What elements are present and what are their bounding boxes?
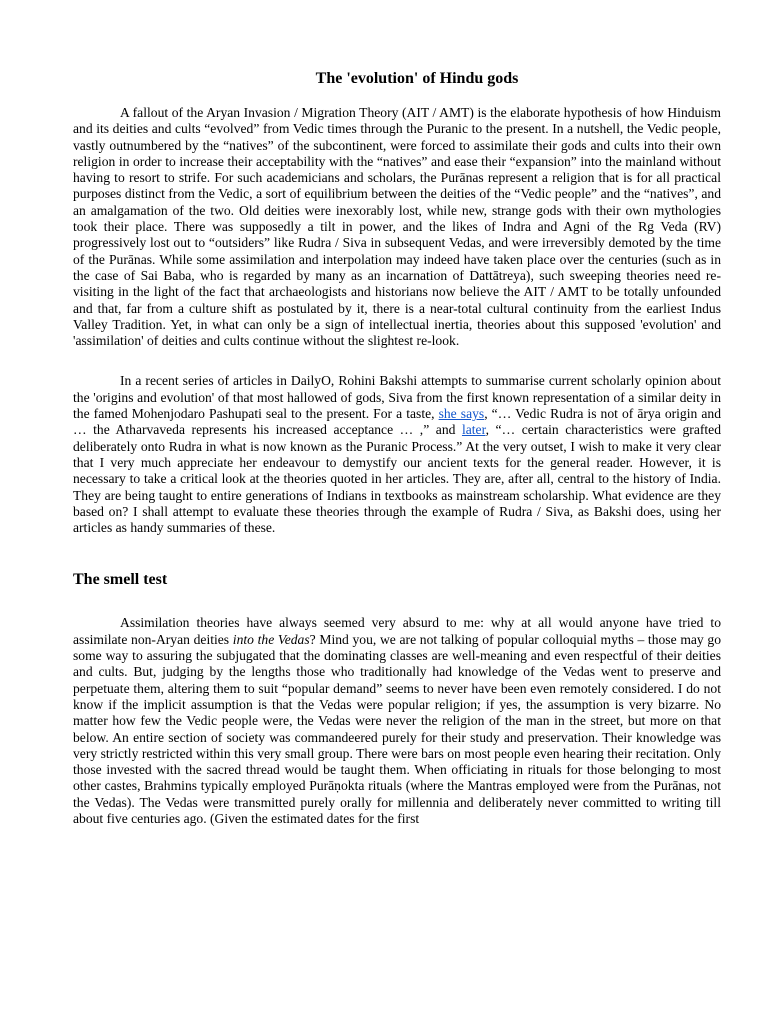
section-heading-smell-test: The smell test [73,571,168,589]
paragraph-3-emphasis: into the Vedas [232,631,310,647]
she-says-link[interactable]: she says [438,406,485,422]
paragraph-2-text-c: , “… certain characteristics were grafted deliberately onto Rudra in what is now known as the Puranic Process.” At the very outset, I wish to make it very clear that I very much appreciate her endeavour to demystify our ancient texts for the general reader. However, it is necessary to take a critical look at the theories quoted in her articles. They are, after all, central to the history of India. They are being taught to entire generations of Indians in textbooks as mainstream scholarship. What evidence are they based on? I shall attempt to evaluate these theories through the example of Rudra / Siva, as Bakshi does, using her articles as handy summaries of these. [73,422,721,536]
paragraph-3-text-a: Assimilation theories have always seemed very absurd to me: why at all would anyone have tried to assimilate non-Aryan deities [73,615,721,647]
paragraph-3 [73,615,721,827]
paragraph-3-text-b: ? Mind you, we are not talking of popular colloquial myths – those may go some way to assuring the subjugated that the dominating classes are well-meaning and even respectful of their deities and cults. But, judging by the lengths those who traditionally had knowledge of the Vedas went to preserve and perpetuate them, altering them to suit “popular demand” seems to never have been even remotely considered. I do not know if the implicit assumption is that the Vedas were popular religion; if yes, the assumption is very bizarre. No matter how few the Vedic people were, the Vedas were never the religion of the man in the street, but more on that below. An entire section of society was commandeered purely for their study and preservation. Their knowledge was very strictly restricted within this very small group. There were bars on most people even hearing their recitation. Only those invested with the sacred thread would be taught them. When officiating in rituals for those belonging to most other castes, Brahmins typically employed Purāṇokta rituals (where the Mantras employed were from the Purānas, not the Vedas). The Vedas were transmitted purely orally for millennia and deliberately never committed to writing till about five centuries ago. (Given the estimated dates for the first [73,631,721,826]
document-title: The 'evolution' of Hindu gods [315,70,519,87]
paragraph-2 [73,373,721,536]
paragraph-2-text-b: , “… Vedic Rudra is not of ārya origin and … the Atharvaveda represents his increased acceptance … ,” and [73,406,721,438]
paragraph-1: A fallout of the Aryan Invasion / Migration Theory (AIT / AMT) is the elaborate hypothesis of how Hinduism and its deities and cults “evolved” from Vedic times through the Puranic to the present. In a nutshell, the Vedic people, vastly outnumbered by the “natives” of the subcontinent, were forced to assimilate their gods and cults into their own religion in order to increase their acceptability with the “natives” and ease their “expansion” into the mainland without having to resort to strife. For such academicians and scholars, the Purānas represent a religion that is for all practical purposes distinct from the Vedic, a sort of equilibrium between the deities of the “Vedic people” and the “natives”, and an amalgamation of the two. Old deities were inexorably lost, while new, strange gods with their own mythologies took their place. There was supposedly a tilt in power, and the likes of Indra and Agni of the Rg Veda (RV) progressively lost out to “outsiders” like Rudra / Siva in subsequent Vedas, and were irreversibly demoted by the time of the Purānas. While some assimilation and interpolation may indeed have taken place over the centuries (such as in the case of Sai Baba, who is regarded by many as an incarnation of Dattātreya), such sweeping theories need re-visiting in the light of the fact that archaeologists and historians now believe the AIT / AMT to be totally unfounded and that, far from a culture shift as postulated by it, there is a near-total cultural continuity from the earliest Indus Valley Tradition. Yet, in what can only be a sign of intellectual inertia, theories about this supposed 'evolution' and 'assimilation' of deities and cults continue without the slightest re-look. [73,105,721,349]
paragraph-2-text-a: In a recent series of articles in DailyO, Rohini Bakshi attempts to summarise current scholarly opinion about the 'origins and evolution' of that most hallowed of gods, Siva from the first known representation of a similar deity in the famed Mohenjodaro Pashupati seal to the present. For a taste, [73,373,721,422]
later-link[interactable]: later [461,422,486,438]
